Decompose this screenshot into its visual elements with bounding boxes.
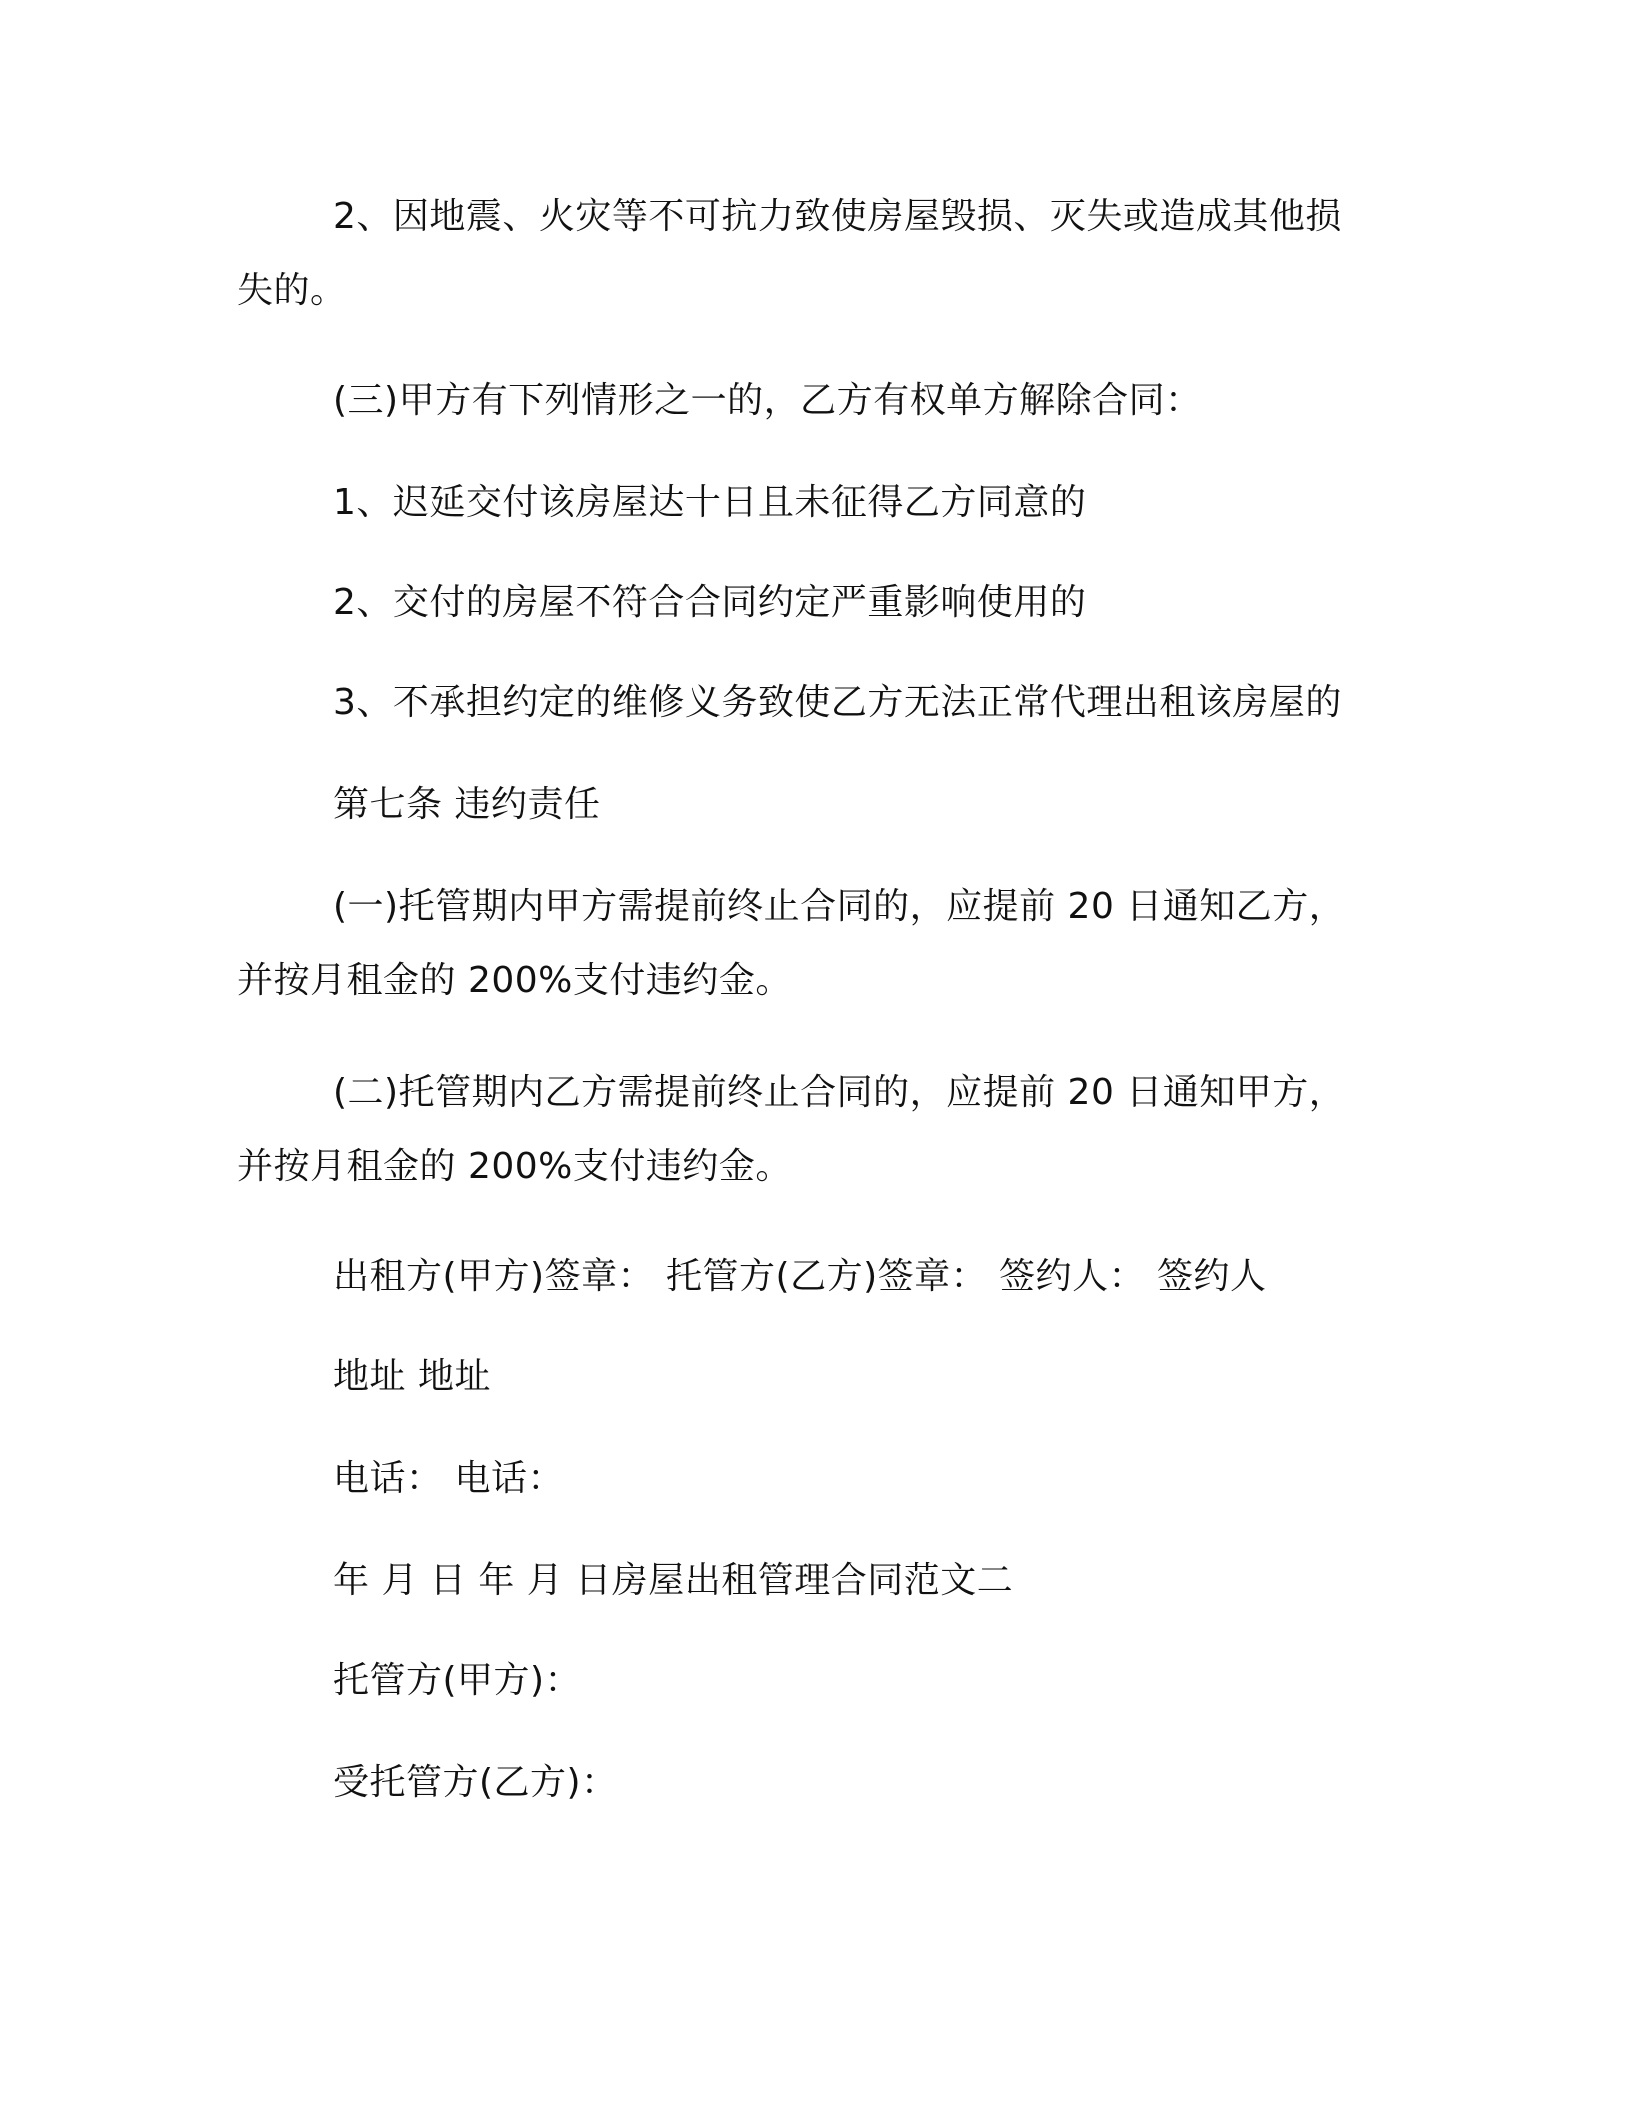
signature-line: 出租方(甲方)签章： 托管方(乙方)签章： 签约人： 签约人 bbox=[333, 1256, 1267, 1297]
article-seven-heading: 第七条 违约责任 bbox=[333, 784, 601, 825]
trustee-party-b-line: 受托管方(乙方)： bbox=[333, 1762, 618, 1803]
address-line: 地址 地址 bbox=[333, 1356, 491, 1397]
paragraph-delayed-delivery: 1、迟延交付该房屋达十日且未征得乙方同意的 bbox=[333, 482, 1087, 523]
paragraph-force-majeure: 2、因地震、火灾等不可抗力致使房屋毁损、灭失或造成其他损失的。 bbox=[237, 196, 1342, 311]
paragraph-nonconforming-house: 2、交付的房屋不符合合同约定严重影响使用的 bbox=[333, 582, 1087, 623]
paragraph-party-b-early-termination: (二)托管期内乙方需提前终止合同的，应提前 20 日通知甲方，并按月租金的 200%支付违约金。 bbox=[237, 1072, 1346, 1187]
paragraph-party-a-early-termination: (一)托管期内甲方需提前终止合同的，应提前 20 日通知乙方，并按月租金的 200%支付违约金。 bbox=[237, 886, 1346, 1001]
trustor-party-a-line: 托管方(甲方)： bbox=[333, 1660, 582, 1701]
date-and-second-contract-title: 年 月 日 年 月 日房屋出租管理合同范文二 bbox=[333, 1560, 1014, 1601]
paragraph-maintenance-failure: 3、不承担约定的维修义务致使乙方无法正常代理出租该房屋的 bbox=[333, 682, 1342, 723]
phone-line: 电话： 电话： bbox=[333, 1458, 564, 1499]
paragraph-termination-rights-heading: (三)甲方有下列情形之一的，乙方有权单方解除合同： bbox=[333, 380, 1202, 421]
